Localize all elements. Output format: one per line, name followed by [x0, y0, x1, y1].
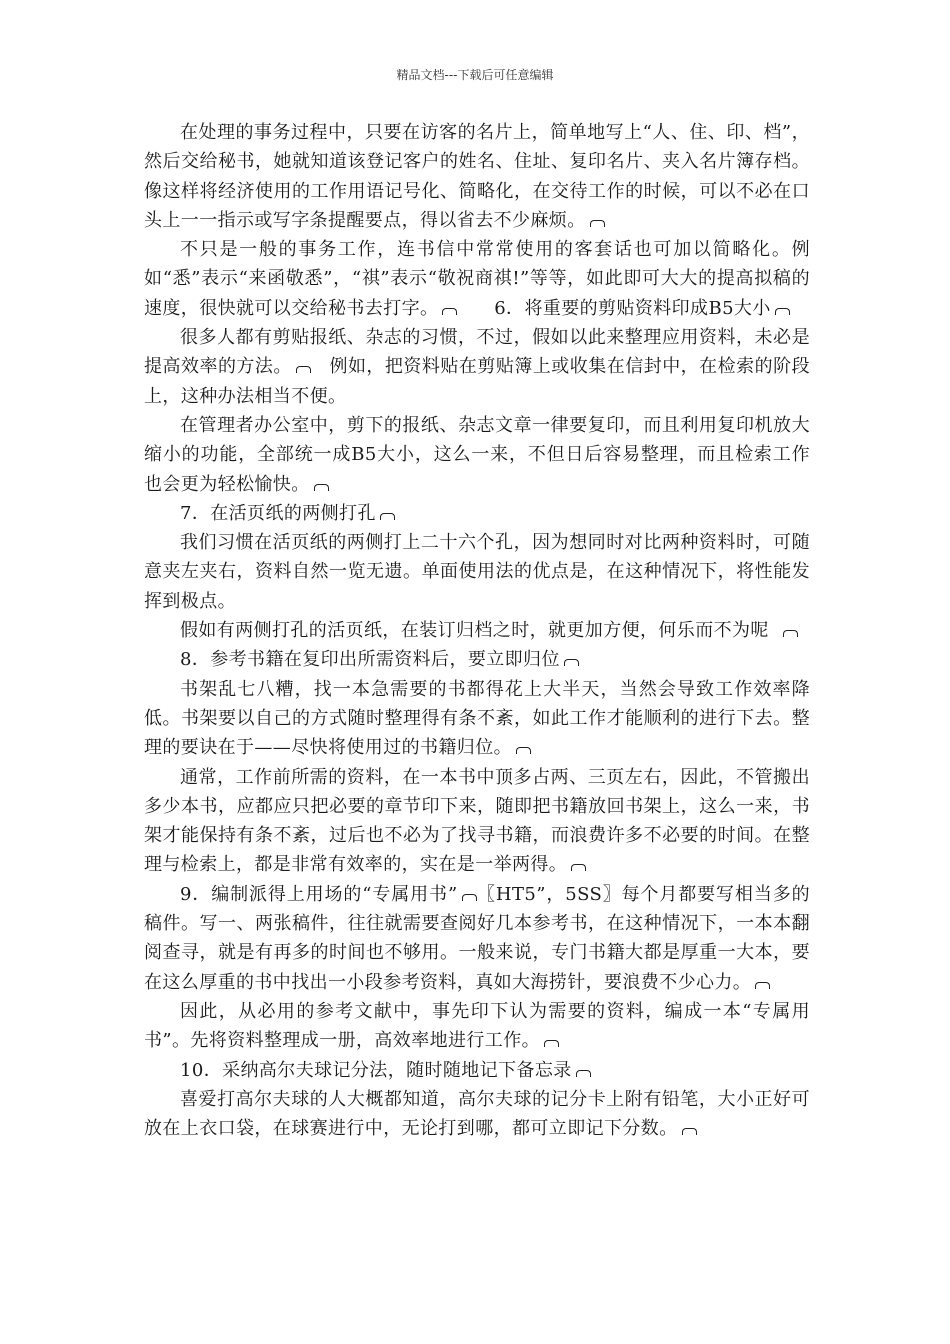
section-heading: [144, 1056, 810, 1085]
paragraph-text: 书架乱七八糟，找一本急需要的书都得花上大半天，当然会导致工作效率降低。书架要以自己的方式随时整理得有条不紊，如此工作才能顺利的进行下去。整理的要诀在于——尽快将使用过的书籍归位。: [144, 678, 810, 759]
paragraph-mark-icon: [314, 484, 329, 491]
paragraph: [144, 528, 810, 616]
paragraph-mark-icon: [590, 220, 605, 227]
paragraph: [144, 763, 810, 880]
heading-text: 8．参考书籍在复印出所需资料后，要立即归位: [180, 649, 560, 671]
paragraph-mark-icon: [682, 1128, 697, 1135]
paragraph-mark-icon: [775, 308, 790, 315]
page-header: 精品文档---下载后可任意编辑: [396, 68, 554, 82]
paragraph-mark-icon: [442, 308, 457, 315]
paragraph-text: 在管理者办公室中，剪下的报纸、杂志文章一律要复印，而且利用复印机放大缩小的功能，全部统一成B5大小，这么一来，不但日后容易整理，而且检索工作也会更为轻松愉快。: [144, 414, 810, 495]
paragraph-text: 在处理的事务过程中，只要在访客的名片上，简单地写上“人、住、印、档”，然后交给秘书，她就知道该登记客户的姓名、住址、复印名片、夹入名片簿存档。像这样将经济使用的工作用语记号化、简略化，在交待工作的时候，可以不必在口头上一一指示或写字条提醒要点，得以省去不少麻烦。: [144, 122, 810, 231]
paragraph: [144, 235, 810, 323]
paragraph-text: 9．编制派得上用场的“专属用书”: [180, 883, 458, 905]
paragraph-mark-icon: [516, 747, 531, 754]
paragraph-mark-icon: [755, 982, 770, 989]
paragraph-text-continued: 6．将重要的剪贴资料印成B5大小: [457, 297, 771, 319]
paragraph-mark-icon: [296, 366, 311, 373]
paragraph-mark-icon: [380, 513, 395, 520]
paragraph-mark-icon: [462, 894, 477, 901]
paragraph: [144, 323, 810, 411]
paragraph-text-continued: 例如，把资料贴在剪贴簿上或收集在信封中，在检索的阶段上，这种办法相当不便。: [144, 356, 810, 407]
section-heading: [144, 499, 810, 528]
paragraph-mark-icon: [783, 630, 798, 637]
paragraph: [144, 880, 810, 997]
paragraph: [144, 1085, 810, 1144]
paragraph-text: 不只是一般的事务工作，连书信中常常使用的客套话也可加以简略化。例如“悉”表示“来函敬悉”，“祺”表示“敬祝商祺!”等等，如此即可大大的提高拟稿的速度，很快就可以交给秘书去打字。: [144, 239, 810, 319]
paragraph-text: 很多人都有剪贴报纸、杂志的习惯，不过，假如以此来整理应用资料，未必是提高效率的方法。: [144, 327, 810, 378]
paragraph-mark-icon: [544, 1040, 559, 1047]
paragraph-mark-icon: [571, 864, 586, 871]
paragraph: [144, 997, 810, 1056]
paragraph-text-continued: 〖HT5”，5SS〗每个月都要写相当多的稿件。写一、两张稿件，往往就需要查阅好几本参考书，在这种情况下，一本本翻阅查寻，就是有再多的时间也不够用。一般来说，专门书籍大都是厚重一大本，要在这么厚重的书中找出一小段参考资料，真如大海捞针，要浪费不少心力。: [144, 883, 810, 993]
paragraph: [144, 411, 810, 499]
paragraph: [144, 675, 810, 763]
paragraph-mark-icon: [564, 659, 579, 666]
paragraph-text: 假如有两侧打孔的活页纸，在装订归档之时，就更加方便，何乐而不为呢: [180, 620, 769, 642]
document-body: [144, 118, 810, 1143]
paragraph-text: 通常，工作前所需的资料，在一本书中顶多占两、三页左右，因此，不管搬出多少本书，应都应只把必要的章节印下来，随即把书籍放回书架上，这么一来，书架才能保持有条不紊，过后也不必为了找寻书籍，而浪费许多不必要的时间。在整理与检索上，都是非常有效率的，实在是一举两得。: [144, 766, 810, 876]
paragraph-text: 我们习惯在活页纸的两侧打上二十六个孔，因为想同时对比两种资料时，可随意夹左夹右，资料自然一览无遗。单面使用法的优点是，在这种情况下，将性能发挥到极点。: [144, 532, 810, 612]
paragraph-mark-icon: [576, 1070, 591, 1077]
paragraph-text: 喜爱打高尔夫球的人大概都知道，高尔夫球的记分卡上附有铅笔，大小正好可放在上衣口袋，在球赛进行中，无论打到哪，都可立即记下分数。: [144, 1088, 810, 1140]
paragraph: [144, 118, 810, 235]
paragraph-text: 因此，从必用的参考文献中，事先印下认为需要的资料，编成一本“专属用书”。先将资料整理成一册，高效率地进行工作。: [144, 1000, 810, 1052]
heading-text: 7．在活页纸的两侧打孔: [180, 502, 376, 524]
paragraph: [144, 616, 810, 645]
heading-text: 10．采纳高尔夫球记分法，随时随地记下备忘录: [180, 1059, 572, 1081]
section-heading: [144, 645, 810, 674]
